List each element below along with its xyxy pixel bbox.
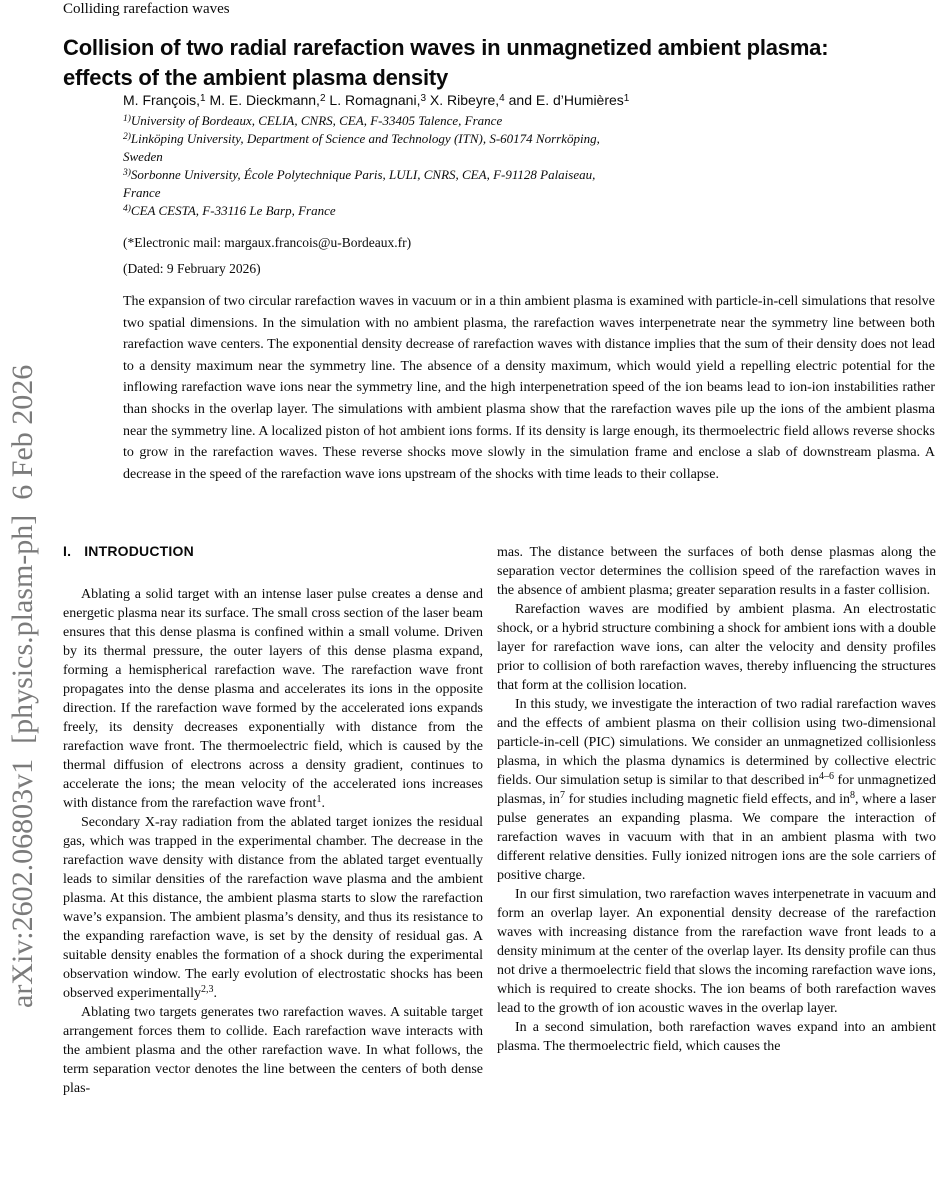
affiliation-superscript: 3)	[123, 168, 131, 178]
reference-superscript: 8	[850, 790, 856, 801]
affiliation	[123, 130, 600, 166]
body-paragraph: Secondary X-ray radiation from the ablated target ionizes the residual gas, which was trapped in the experimental chamber. The decrease in the rarefaction wave density with distance from the ablated target eventually leads to similar densities of the rarefaction wave plasma and the ambient plasma. At this distance, the ambient plasma starts to slow the rarefaction wave’s expansion. The ambient plasma’s density, and thus its resistance to the expanding rarefaction wave, is set by the density of residual gas. A suitable density enables the formation of a shock during the experimental observation window. The early evolution of electrostatic shocks has been observed experimentally$^{2,3}$.	[63, 815, 483, 1001]
reference-superscript: 4	[499, 93, 505, 104]
paper-title-line-2: effects of the ambient plasma density	[63, 65, 449, 90]
column-left	[63, 543, 483, 1098]
column-right-paragraphs	[497, 543, 936, 1056]
paper-title	[63, 33, 828, 93]
arxiv-watermark: arXiv:2602.06803v1 [physics.plasm-ph] 6 Feb 2026	[6, 364, 39, 1008]
affiliation-text: Linköping University, Department of Science and Technology (ITN), S-60174 Norrköping, Sweden	[123, 131, 600, 164]
body-paragraph: In a second simulation, both rarefaction waves expand into an ambient plasma. The thermoelectric field, which causes the	[497, 1020, 936, 1054]
affiliation-superscript: 4)	[123, 204, 131, 214]
reference-superscript: 2	[319, 93, 326, 104]
affiliation	[123, 202, 600, 220]
reference-superscript: 3	[420, 93, 427, 104]
body-paragraph: Ablating two targets generates two rarefaction waves. A suitable target arrangement forces them to collide. Each rarefaction wave interacts with the ambient plasma and the other rarefaction wave. In what follows, the term separation vector denotes the line between the centers of both dense plas-	[63, 1005, 483, 1096]
body-paragraph: In our first simulation, two rarefaction waves interpenetrate in vacuum and form an overlap layer. An exponential density decrease of the rarefaction waves with increasing distance from the rarefaction wave front leads to a density minimum at the center of the overlap layer. Its density profile can thus not drive a thermoelectric field that slows the incoming rarefaction wave ions, which is required to create shocks. The ion beams of both rarefaction waves lead to the growth of ion acoustic waves in the overlap layer.	[497, 887, 936, 1016]
email-line: (*Electronic mail: margaux.francois@u-Bordeaux.fr)	[123, 235, 412, 250]
dated-line: (Dated: 9 February 2026)	[123, 261, 261, 276]
reference-superscript: 1	[316, 794, 322, 805]
section-title: INTRODUCTION	[84, 543, 194, 559]
body-columns	[63, 543, 936, 1098]
abstract-paragraph: The expansion of two circular rarefaction waves in vacuum or in a thin ambient plasma is examined with particle-in-cell simulations that resolve two spatial dimensions. In the simulation with no ambient plasma, the rarefaction waves interpenetrate near the symmetry line between both rarefaction wave centers. The exponential density decrease of rarefaction waves with distance implies that the sum of their density does not lead to a density maximum near the symmetry line. The absence of a density maximum, which would yield a repelling electric potential for the inflowing rarefaction wave ions near the symmetry line, and the high interpenetration speed of the ion beams lead to ion-ion instabilities rather than shocks in the overlap layer. The simulations with ambient plasma show that the rarefaction waves pile up the ions of the ambient plasma near the symmetry line. A localized piston of hot ambient ions forms. If its density is large enough, its thermoelectric field allows reverse shocks to grow in the rarefaction waves. These reverse shocks move slowly in the simulation frame and enclose a slab of downstream plasma. A decrease in the speed of the rarefaction wave ions upstream of the shocks with time leads to their collapse.	[123, 294, 935, 482]
affiliation-text: Sorbonne University, École Polytechnique Paris, LULI, CNRS, CEA, F-91128 Palaiseau, France	[123, 167, 596, 200]
section-number: I.	[63, 543, 72, 559]
reference-superscript: 4–6	[818, 771, 834, 782]
affiliation-text: CEA CESTA, F-33116 Le Barp, France	[130, 203, 336, 218]
body-paragraph: Ablating a solid target with an intense laser pulse creates a dense and energetic plasma near its surface. The small cross section of the laser beam ensures that this dense plasma is confined within a small volume. Driven by its thermal pressure, the outer layers of this dense plasma expand, forming a hemispherical rarefaction wave. The rarefaction wave front propagates into the dense plasma and accelerates its ions in the opposite direction. If the rarefaction wave formed by the accelerated ions expands freely, its density decreases exponentially with distance from the rarefaction wave front. The thermoelectric field, which is caused by the thermal diffusion of electrons across a density gradient, continues to accelerate the ions; the mean velocity of the accelerated ions increases with distance from the rarefaction wave front$^1$.	[63, 587, 483, 811]
body-paragraph: Rarefaction waves are modified by ambient plasma. An electrostatic shock, or a hybrid structure combining a shock for ambient ions with a double layer for rarefaction wave ions, can alter the velocity and density profiles prior to collision of both rarefaction waves, thereby influencing the structures that form at the collision location.	[497, 602, 936, 693]
reference-superscript: 7	[560, 790, 566, 801]
column-right	[497, 543, 936, 1056]
running-head: Colliding rarefaction waves	[63, 1, 230, 17]
body-paragraph: mas. The distance between the surfaces of both dense plasmas along the separation vector determines the collision speed of the rarefaction waves in the absence of ambient plasma; greater separation results in a faster collision.	[497, 545, 936, 598]
paper-title-line-1: Collision of two radial rarefaction waves in unmagnetized ambient plasma:	[63, 35, 829, 60]
authors-line: M. François,$^1$ M. E. Dieckmann,$^2$ L. Romagnani,$^3$ X. Ribeyre,$^4$ and E. d’Humières$^1$	[123, 92, 630, 108]
reference-superscript: 1	[200, 93, 206, 104]
affiliation	[123, 166, 600, 202]
reference-superscript: 1	[623, 93, 630, 104]
affiliation	[123, 112, 600, 130]
reference-superscript: 2,3	[201, 984, 214, 995]
affiliation-text: University of Bordeaux, CELIA, CNRS, CEA, F-33405 Talence, France	[130, 113, 503, 128]
section-heading	[63, 543, 483, 559]
affiliation-superscript: 1)	[123, 114, 131, 124]
body-paragraph: In this study, we investigate the interaction of two radial rarefaction waves and the effects of ambient plasma on their collision using two-dimensional particle-in-cell (PIC) simulations. We consider an unmagnetized collisionless plasma, in which the plasma dynamics is determined by collective electric fields. Our simulation setup is similar to that described $in^{4-6}$ for unmagnetized plasmas, $in^7$ for studies including magnetic field effects, and $in^8$, where a laser pulse generates an expanding plasma. We compare the interaction of rarefaction waves in vacuum with that in an ambient plasma with two different relative densities. Fully ionized nitrogen ions are the sole carriers of positive charge.	[497, 697, 936, 883]
column-left-paragraphs	[63, 585, 483, 1098]
affiliation-superscript: 2)	[123, 132, 131, 142]
affiliations-block	[123, 112, 600, 220]
